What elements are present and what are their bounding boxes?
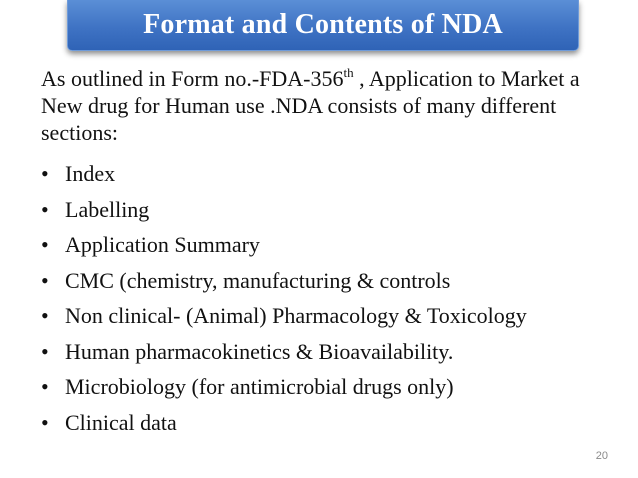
- bullet-icon: •: [41, 303, 49, 328]
- list-item-label: Labelling: [65, 196, 150, 222]
- list-item-labelling: [41, 195, 527, 231]
- bullet-icon: •: [41, 161, 49, 186]
- list-item-label: Non clinical- (Animal) Pharmacology & Toxicology: [65, 303, 527, 328]
- bullet-icon: •: [41, 409, 49, 435]
- intro-text-start: As outlined in Form no.-FDA-356: [41, 66, 344, 91]
- bullet-icon: •: [41, 232, 49, 257]
- list-item-clinical-data: [41, 408, 527, 444]
- bullet-icon: •: [41, 374, 49, 399]
- slide-title: Format and Contents of NDA: [143, 9, 503, 40]
- list-item-label: Index: [65, 161, 116, 186]
- list-item-label: Clinical data: [65, 409, 177, 435]
- title-banner: [67, 0, 579, 51]
- list-item-non-clinical: [41, 301, 527, 337]
- page-number: 20: [595, 450, 608, 462]
- bullet-icon: •: [41, 196, 49, 222]
- list-item-label: Human pharmacokinetics & Bioavailability.: [65, 338, 454, 364]
- list-item-microbiology: [41, 372, 527, 408]
- list-item-human-pharmacokinetics: [41, 337, 527, 373]
- list-item-index: [41, 159, 527, 195]
- bullet-icon: •: [41, 338, 49, 364]
- bullet-icon: •: [41, 267, 49, 293]
- list-item-cmc: [41, 266, 527, 302]
- intro-paragraph: [41, 65, 601, 146]
- list-item-label: Application Summary: [65, 232, 260, 257]
- intro-text-end: , Application to Market a New drug for Human use .NDA consists of many different sections:: [41, 66, 580, 145]
- section-list: [41, 159, 527, 443]
- intro-superscript: th: [343, 65, 354, 80]
- list-item-application-summary: [41, 230, 527, 266]
- list-item-label: CMC (chemistry, manufacturing & controls: [65, 267, 451, 293]
- list-item-label: Microbiology (for antimicrobial drugs only): [65, 374, 454, 399]
